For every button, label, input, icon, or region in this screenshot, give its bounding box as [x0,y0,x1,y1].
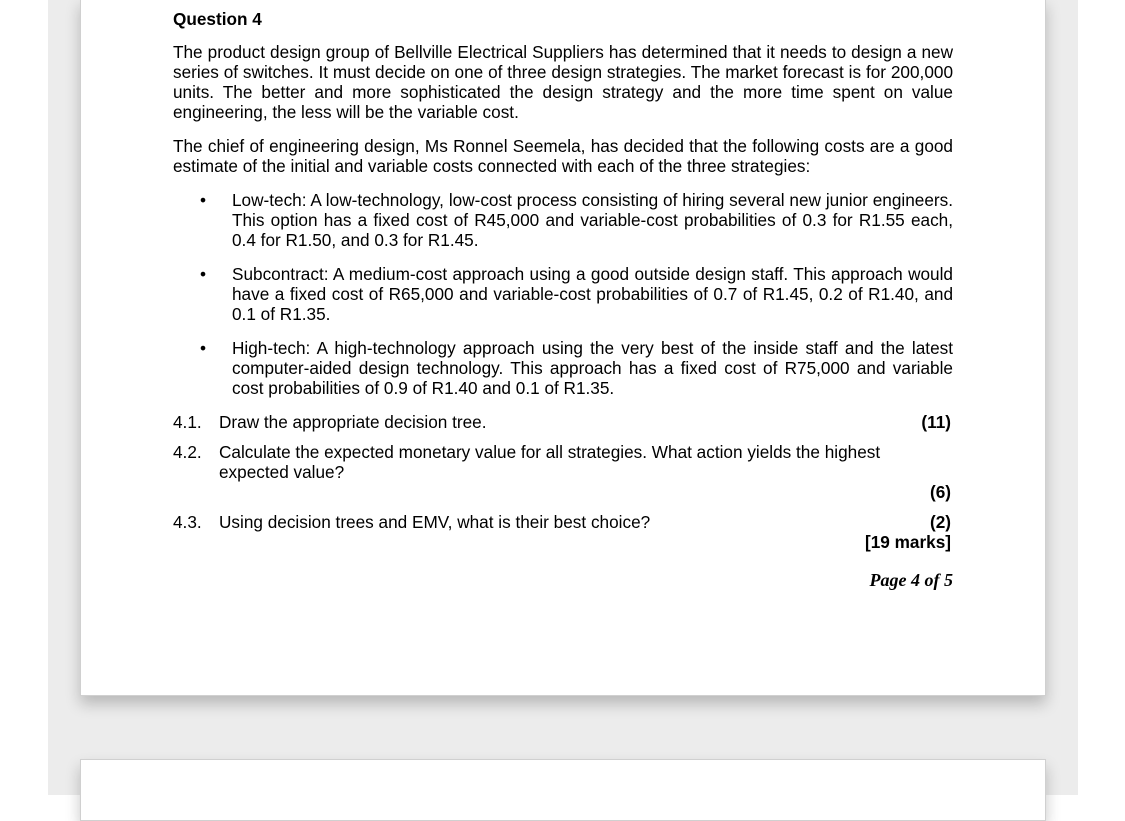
task-item [173,412,953,432]
page-number: Page 4 of 5 [869,570,953,590]
strategy-list [173,190,953,398]
question-title: Question 4 [173,9,262,29]
document-page-4 [80,0,1046,696]
cost-paragraph: The chief of engineering design, Ms Ronnel Seemela, has decided that the following costs are a good estimate of the initial and variable costs connected with each of the three strategies: [173,136,953,176]
strategy-text: Low-tech: A low-technology, low-cost process consisting of hiring several new junior engineers. This option has a fixed cost of R45,000 and variable-cost probabilities of 0.3 for R1.55 each, 0.4 for R1.50, and 0.3 for R1.45. [232,190,953,250]
task-marks: (6) [929,482,951,502]
task-marks: (2) [929,512,951,532]
task-item [173,512,953,532]
bullet-icon: • [200,338,207,358]
bullet-icon: • [200,190,207,210]
bullet-icon: • [200,264,207,284]
strategy-item-high-tech [173,338,953,398]
task-number: 4.3. [173,512,202,532]
task-text: Calculate the expected monetary value for all strategies. What action yields the highest expected value? [219,442,881,482]
strategy-text: High-tech: A high-technology approach using the very best of the inside staff and the latest computer-aided design technology. This approach has a fixed cost of R75,000 and variable cost probabilities of 0.9 of R1.40 and 0.1 of R1.35. [232,338,953,398]
task-number: 4.1. [173,412,202,432]
total-marks: [19 marks] [865,532,951,552]
task-number: 4.2. [173,442,202,462]
strategy-item-subcontract [173,264,953,324]
page-content [173,9,953,590]
strategy-text: Subcontract: A medium-cost approach using a good outside design staff. This approach would have a fixed cost of R65,000 and variable-cost probabilities of 0.7 of R1.45, 0.2 of R1.40, and 0.1 of R1.35. [232,264,953,324]
task-text: Draw the appropriate decision tree. [219,412,487,432]
task-text: Using decision trees and EMV, what is their best choice? [219,512,651,532]
strategy-item-low-tech [173,190,953,250]
intro-paragraph: The product design group of Bellville Electrical Suppliers has determined that it needs to design a new series of switches. It must decide on one of three design strategies. The market forecast is for 200,000 units. The better and more sophisticated the design strategy and the more time spent on value engineering, the less will be the variable cost. [173,42,953,122]
task-list [173,412,953,532]
document-page-5 [80,759,1046,821]
task-marks: (11) [921,412,951,432]
task-item [173,442,953,502]
